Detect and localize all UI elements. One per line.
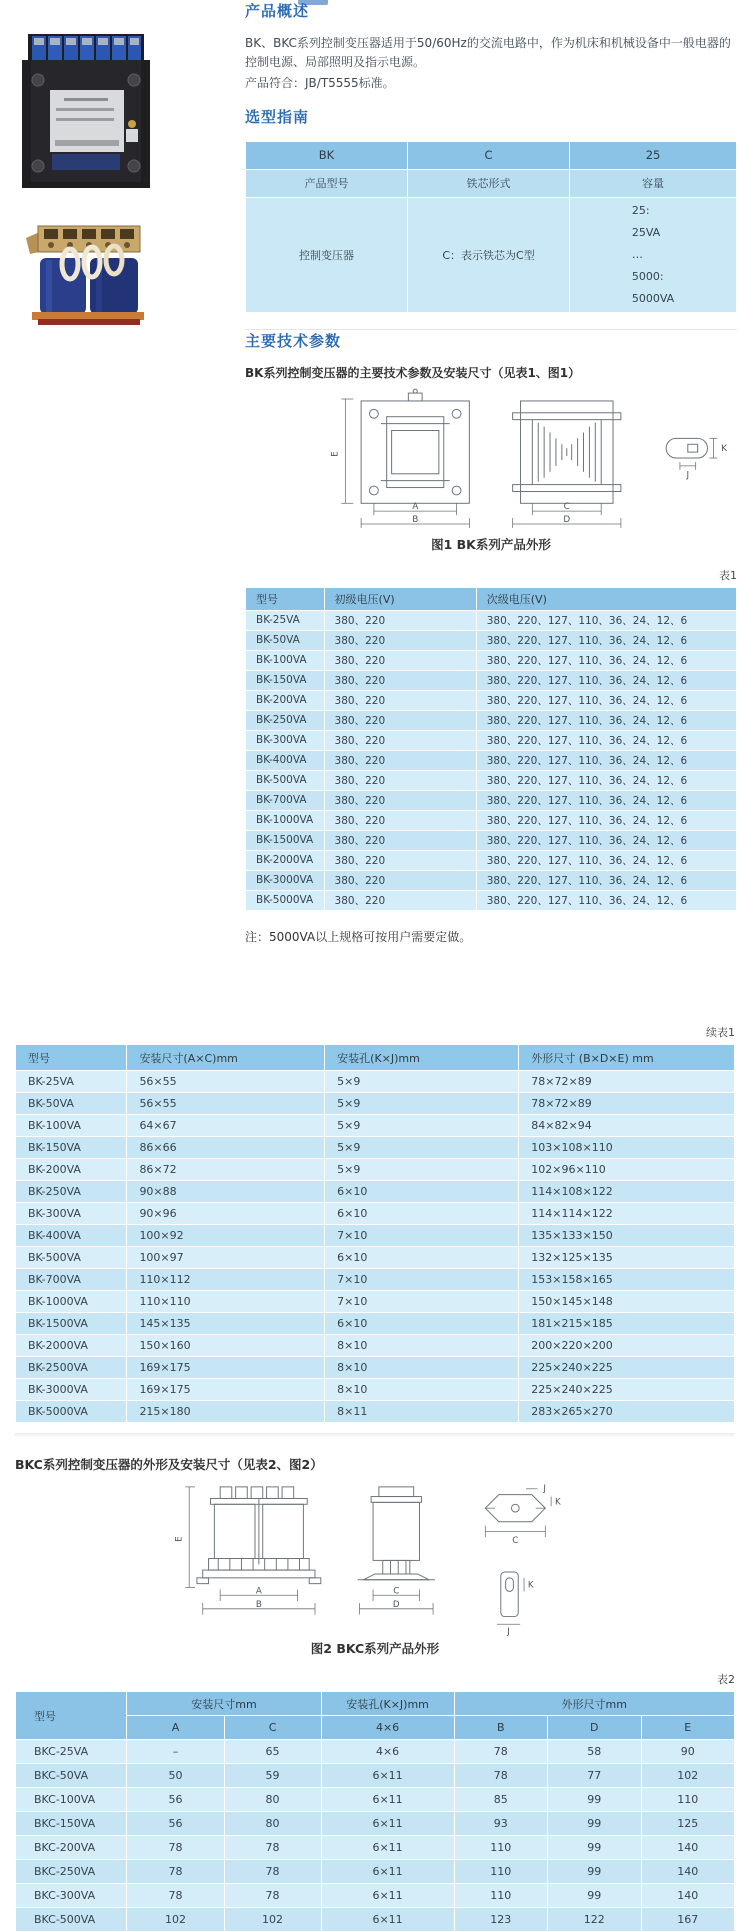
table2-cell: BKC-200VA (16, 1836, 127, 1860)
table1-cell: BK-2000VA (246, 850, 325, 870)
cont-table-cell: 225×240×225 (519, 1379, 735, 1401)
table1-row (246, 650, 737, 670)
table2-cell: 4×6 (321, 1740, 454, 1764)
table1-cell: 380、220 (324, 690, 476, 710)
selection-core-cell: C：表示铁芯为C型 (408, 197, 570, 312)
cont-table-cell: 6×10 (325, 1181, 519, 1203)
cont-table-cell: 215×180 (127, 1401, 325, 1423)
table2-cell: 78 (224, 1860, 321, 1884)
cont-table-cell: BK-50VA (16, 1093, 127, 1115)
svg-text:J: J (543, 1483, 546, 1494)
table1-cell: 380、220 (324, 730, 476, 750)
table1-cell: BK-50VA (246, 630, 325, 650)
cont-table-row (16, 1357, 735, 1379)
table2-bkc-dimensions (15, 1691, 735, 1932)
svg-text:D: D (563, 514, 571, 525)
table2-cell: 78 (454, 1740, 547, 1764)
cont-table-cell: 90×88 (127, 1181, 325, 1203)
table2-cell: 56 (127, 1812, 224, 1836)
cont-table-cell: BK-400VA (16, 1225, 127, 1247)
table2-cell: 122 (548, 1908, 641, 1932)
cont-table-row (16, 1071, 735, 1093)
cont-table-row (16, 1379, 735, 1401)
selection-model-cell: 控制变压器 (246, 197, 408, 312)
table2-cell: BKC-50VA (16, 1764, 127, 1788)
table1-row (246, 730, 737, 750)
capacity-line: … (631, 247, 643, 261)
table2-cell: 99 (548, 1836, 641, 1860)
figure2-drawing (165, 1483, 585, 1637)
table2-cell: 99 (548, 1884, 641, 1908)
cont-table-cell: 150×145×148 (519, 1291, 735, 1313)
table1-cell: 380、220 (324, 810, 476, 830)
cont-table-cell: 100×92 (127, 1225, 325, 1247)
table2-row (16, 1836, 735, 1860)
cont-table-row (16, 1137, 735, 1159)
cont-table-cell: 8×10 (325, 1379, 519, 1401)
table2-cell: 58 (548, 1740, 641, 1764)
table1-cell: 380、220、127、110、36、24、12、6 (476, 850, 736, 870)
selection-header-bk: BK (246, 141, 408, 169)
table2-subheader-a: A (127, 1716, 224, 1740)
table2-row (16, 1908, 735, 1932)
cont-table-cell: 6×10 (325, 1203, 519, 1225)
table1-cell: 380、220、127、110、36、24、12、6 (476, 770, 736, 790)
cont-table-row (16, 1291, 735, 1313)
table1-cell: BK-1000VA (246, 810, 325, 830)
cont-table-cell: 78×72×89 (519, 1093, 735, 1115)
table2-cell: BKC-100VA (16, 1788, 127, 1812)
table1-cell: 380、220、127、110、36、24、12、6 (476, 830, 736, 850)
cont-table-cell: 86×66 (127, 1137, 325, 1159)
table2-cell: 140 (641, 1836, 735, 1860)
table2-cell: BKC-150VA (16, 1812, 127, 1836)
table1-header-secondary: 次级电压(V) (476, 587, 736, 610)
table2-cell: 56 (127, 1788, 224, 1812)
capacity-line: 5000: (631, 269, 664, 283)
table2-cell: 99 (548, 1812, 641, 1836)
table2-cell: 59 (224, 1764, 321, 1788)
table2-cell: 167 (641, 1908, 735, 1932)
table1-cell: BK-25VA (246, 610, 325, 630)
cont-table-cell: BK-1500VA (16, 1313, 127, 1335)
cont-table-cell: 169×175 (127, 1357, 325, 1379)
table1-header-row (246, 587, 737, 610)
cont-table-cell: 6×10 (325, 1313, 519, 1335)
table2-row (16, 1884, 735, 1908)
svg-text:J: J (686, 470, 690, 481)
cont-table-cell: 110×112 (127, 1269, 325, 1291)
table2-cell: 140 (641, 1860, 735, 1884)
selection-capacity-cell (570, 197, 737, 312)
svg-text:J: J (507, 1626, 510, 1637)
cont-header-model: 型号 (16, 1045, 127, 1071)
overview-title: 产品概述 (245, 2, 310, 20)
table2-cell: 85 (454, 1788, 547, 1812)
cont-table-cell: 86×72 (127, 1159, 325, 1181)
cont-table-cell: BK-2000VA (16, 1335, 127, 1357)
table2-cell: 78 (127, 1884, 224, 1908)
cont-table-cell: BK-200VA (16, 1159, 127, 1181)
cont-table-cell: BK-250VA (16, 1181, 127, 1203)
table2-cell: 110 (454, 1884, 547, 1908)
table1-row (246, 790, 737, 810)
table1-cell: 380、220、127、110、36、24、12、6 (476, 810, 736, 830)
tech-params-title: 主要技术参数 (245, 331, 342, 350)
selection-subheader-model: 产品型号 (246, 169, 408, 197)
cont-table-cell: 5×9 (325, 1071, 519, 1093)
cont-table-row (16, 1313, 735, 1335)
table1-row (246, 890, 737, 910)
cont-table-cell: 56×55 (127, 1093, 325, 1115)
table1-cell: 380、220、127、110、36、24、12、6 (476, 710, 736, 730)
table2-cell: 110 (641, 1788, 735, 1812)
bk-transformer-photo (22, 28, 150, 190)
selection-header-c: C (408, 141, 570, 169)
table2-cell: 125 (641, 1812, 735, 1836)
table1-cell: BK-5000VA (246, 890, 325, 910)
cont-table-cell: 225×240×225 (519, 1357, 735, 1379)
table1-cell: BK-200VA (246, 690, 325, 710)
cont-table-cell: 103×108×110 (519, 1137, 735, 1159)
table2-cell: 80 (224, 1788, 321, 1812)
figure2-caption: 图2 BKC系列产品外形 (310, 1641, 440, 1656)
table1-cell: BK-700VA (246, 790, 325, 810)
cont-table-cell: 56×55 (127, 1071, 325, 1093)
table1-cell: 380、220、127、110、36、24、12、6 (476, 870, 736, 890)
table2-row (16, 1764, 735, 1788)
table1-cell: 380、220 (324, 870, 476, 890)
svg-text:K: K (555, 1497, 561, 1508)
selection-header-25: 25 (570, 141, 737, 169)
cont-table-cell: 100×97 (127, 1247, 325, 1269)
table1-cell: 380、220 (324, 850, 476, 870)
cont-table-header-row (16, 1045, 735, 1071)
table2-label: 表2 (717, 1673, 735, 1686)
table1-row (246, 670, 737, 690)
table1-cell: 380、220 (324, 710, 476, 730)
table2-cell: 6×11 (321, 1884, 454, 1908)
table2-cell: 102 (641, 1764, 735, 1788)
cont-header-hole: 安装孔(K×J)mm (325, 1045, 519, 1071)
table2-subheader-c: C (224, 1716, 321, 1740)
table1-voltage-table (245, 587, 737, 911)
svg-text:B: B (412, 514, 419, 525)
table2-cell: BKC-25VA (16, 1740, 127, 1764)
table1-cell: 380、220 (324, 790, 476, 810)
table2-cell: BKC-500VA (16, 1908, 127, 1932)
cont-table-cell: BK-2500VA (16, 1357, 127, 1379)
table2-cell: 65 (224, 1740, 321, 1764)
table2-cell: 102 (224, 1908, 321, 1932)
cont-table-cell: BK-3000VA (16, 1379, 127, 1401)
cont-table-cell: BK-25VA (16, 1071, 127, 1093)
table2-header-mount-group: 安装尺寸mm (127, 1692, 321, 1716)
cont-table-cell: 145×135 (127, 1313, 325, 1335)
table1-row (246, 830, 737, 850)
table1-cell: 380、220 (324, 630, 476, 650)
table2-cell: BKC-250VA (16, 1860, 127, 1884)
cont-table-cell: 5×9 (325, 1093, 519, 1115)
svg-text:E: E (330, 451, 341, 457)
table1-cell: 380、220、127、110、36、24、12、6 (476, 730, 736, 750)
capacity-line: 5000VA (631, 291, 675, 305)
cont-table-cell: 84×82×94 (519, 1115, 735, 1137)
soft-divider (15, 1433, 735, 1437)
bk-transformer-photo-art (22, 28, 150, 190)
overview-paragraph: BK、BKC系列控制变压器适用于50/60Hz的交流电路中，作为机床和机械设备中一般电器的控制电源、局部照明及指示电源。 (245, 36, 731, 70)
table2-cell: 80 (224, 1812, 321, 1836)
overview-standard-line: 产品符合：JB/T5555标准。 (245, 76, 395, 91)
table1-label: 表1 (719, 568, 737, 582)
table2-cell: 110 (454, 1836, 547, 1860)
table2-cell: – (127, 1740, 224, 1764)
table1-row (246, 770, 737, 790)
table1-cell: 380、220、127、110、36、24、12、6 (476, 670, 736, 690)
table1-cell: BK-100VA (246, 650, 325, 670)
bkc-transformer-photo (18, 224, 158, 326)
cont-table-cell: 7×10 (325, 1269, 519, 1291)
table1-row (246, 630, 737, 650)
selection-body-row (246, 197, 737, 312)
table2-subheader-e: E (641, 1716, 735, 1740)
bkc-transformer-photo-art (18, 224, 158, 326)
cont-table-cell: 7×10 (325, 1225, 519, 1247)
cont-table-row (16, 1203, 735, 1225)
cont-table-cell: 5×9 (325, 1115, 519, 1137)
figure1 (245, 391, 737, 553)
table2-cell: 140 (641, 1884, 735, 1908)
cont-header-mount: 安装尺寸(A×C)mm (127, 1045, 325, 1071)
table2-cell: 78 (127, 1860, 224, 1884)
table2-cell: BKC-300VA (16, 1884, 127, 1908)
cont-table-row (16, 1335, 735, 1357)
table1-row (246, 690, 737, 710)
table2-cell: 50 (127, 1764, 224, 1788)
table1-cell: 380、220、127、110、36、24、12、6 (476, 610, 736, 630)
cont-table-cell: 78×72×89 (519, 1071, 735, 1093)
selection-subheader-row (246, 169, 737, 197)
table1-cell: 380、220 (324, 830, 476, 850)
cont-table-cell: 283×265×270 (519, 1401, 735, 1423)
table1-cell: 380、220、127、110、36、24、12、6 (476, 630, 736, 650)
selection-subheader-core: 铁芯形式 (408, 169, 570, 197)
cont-table-cell: 110×110 (127, 1291, 325, 1313)
cont-table-cell: BK-700VA (16, 1269, 127, 1291)
table1-row (246, 750, 737, 770)
table1-cell: BK-150VA (246, 670, 325, 690)
cont-table-cell: BK-5000VA (16, 1401, 127, 1423)
svg-text:A: A (255, 1586, 262, 1597)
cont-table-row (16, 1247, 735, 1269)
table2-cell: 6×11 (321, 1788, 454, 1812)
cont-table-cell: 153×158×165 (519, 1269, 735, 1291)
capacity-lines (632, 200, 674, 310)
cont-table-cell: 6×10 (325, 1247, 519, 1269)
cont-table-cell: 5×9 (325, 1159, 519, 1181)
cont-table-cell: BK-500VA (16, 1247, 127, 1269)
table2-row (16, 1860, 735, 1884)
cont-table-cell: 8×10 (325, 1335, 519, 1357)
table2-cell: 6×11 (321, 1836, 454, 1860)
cont-table-dimensions (15, 1044, 735, 1423)
table1-cell: 380、220 (324, 890, 476, 910)
table2-cell: 123 (454, 1908, 547, 1932)
table1-header-primary: 初级电压(V) (324, 587, 476, 610)
table1-row (246, 610, 737, 630)
cont-table-cell: 135×133×150 (519, 1225, 735, 1247)
cont-table-cell: 181×215×185 (519, 1313, 735, 1335)
table1-cell: 380、220、127、110、36、24、12、6 (476, 790, 736, 810)
table2-row (16, 1740, 735, 1764)
cont-table-cell: BK-100VA (16, 1115, 127, 1137)
svg-text:K: K (721, 443, 728, 454)
cont-table-cell: 5×9 (325, 1137, 519, 1159)
cont-table-cell: 64×67 (127, 1115, 325, 1137)
svg-text:A: A (412, 501, 419, 512)
cont-table-cell: 114×108×122 (519, 1181, 735, 1203)
table1-row (246, 850, 737, 870)
cont-table-row (16, 1225, 735, 1247)
cont-table-row (16, 1159, 735, 1181)
cont-table-row (16, 1115, 735, 1137)
table2-cell: 102 (127, 1908, 224, 1932)
table2-cell: 90 (641, 1740, 735, 1764)
table1-note: 注：5000VA以上规格可按用户需要定做。 (245, 929, 472, 944)
cont-table-cell: 150×160 (127, 1335, 325, 1357)
table2-subheader-b: B (454, 1716, 547, 1740)
table1-cell: 380、220 (324, 610, 476, 630)
table2-header-hole-group: 安装孔(K×J)mm (321, 1692, 454, 1716)
svg-text:C: C (512, 1536, 519, 1546)
selection-subheader-capacity: 容量 (570, 169, 737, 197)
cont-table-cell: 200×220×200 (519, 1335, 735, 1357)
selection-header-row (246, 141, 737, 169)
table1-cell: BK-1500VA (246, 830, 325, 850)
svg-text:E: E (174, 1536, 185, 1542)
table1-header-model: 型号 (246, 587, 325, 610)
table1-cell: 380、220、127、110、36、24、12、6 (476, 750, 736, 770)
table2-subheader-hole: 4×6 (321, 1716, 454, 1740)
capacity-line: 25: (631, 203, 650, 217)
svg-text:D: D (392, 1599, 400, 1610)
selection-guide-table (245, 141, 737, 313)
svg-text:C: C (393, 1586, 400, 1597)
table2-cell: 78 (224, 1836, 321, 1860)
cont-table-cell: 8×11 (325, 1401, 519, 1423)
cont-table-row (16, 1093, 735, 1115)
table1-cell: 380、220 (324, 650, 476, 670)
table2-cell: 6×11 (321, 1812, 454, 1836)
content-column (245, 0, 737, 957)
cont-table-label: 续表1 (706, 1026, 735, 1039)
table2-cell: 78 (127, 1836, 224, 1860)
cont-table-row (16, 1269, 735, 1291)
table2-group-header-row (16, 1692, 735, 1716)
cont-table-cell: 169×175 (127, 1379, 325, 1401)
tech-intro: BK系列控制变压器的主要技术参数及安装尺寸（见表1、图1） (245, 365, 581, 380)
table2-cell: 6×11 (321, 1764, 454, 1788)
selection-guide-title: 选型指南 (245, 107, 310, 126)
table1-cell: BK-3000VA (246, 870, 325, 890)
cont-table-cell: 102×96×110 (519, 1159, 735, 1181)
table1-cell: 380、220 (324, 770, 476, 790)
cont-table-cell: 114×114×122 (519, 1203, 735, 1225)
figure2 (165, 1483, 585, 1657)
table1-row (246, 710, 737, 730)
table1-cell: 380、220、127、110、36、24、12、6 (476, 650, 736, 670)
table2-cell: 77 (548, 1764, 641, 1788)
cont-table-cell: 90×96 (127, 1203, 325, 1225)
cont-table-cell: 7×10 (325, 1291, 519, 1313)
cont-table-cell: BK-300VA (16, 1203, 127, 1225)
cont-table-cell: BK-1000VA (16, 1291, 127, 1313)
table1-cell: 380、220 (324, 750, 476, 770)
svg-text:K: K (527, 1580, 534, 1591)
table1-row (246, 810, 737, 830)
table2-subheader-d: D (548, 1716, 641, 1740)
cont-table-row (16, 1401, 735, 1423)
table2-cell: 78 (224, 1884, 321, 1908)
cont-table-cell: 132×125×135 (519, 1247, 735, 1269)
table1-cell: BK-300VA (246, 730, 325, 750)
table1-cell: BK-400VA (246, 750, 325, 770)
table1-cell: 380、220、127、110、36、24、12、6 (476, 690, 736, 710)
table2-row (16, 1812, 735, 1836)
cont-table-row (16, 1181, 735, 1203)
bkc-intro: BKC系列控制变压器的外形及安装尺寸（见表2、图2） (15, 1457, 323, 1472)
cont-table-cell: 8×10 (325, 1357, 519, 1379)
cont-header-dims: 外形尺寸 (B×D×E) mm (519, 1045, 735, 1071)
table1-cell: 380、220、127、110、36、24、12、6 (476, 890, 736, 910)
table2-cell: 99 (548, 1860, 641, 1884)
figure1-drawing (245, 391, 737, 529)
table2-cell: 78 (454, 1764, 547, 1788)
lower-section (0, 1010, 750, 1932)
svg-text:C: C (563, 501, 570, 512)
svg-text:B: B (255, 1599, 262, 1610)
cont-table-cell: BK-150VA (16, 1137, 127, 1159)
table2-header-dims-group: 外形尺寸mm (454, 1692, 734, 1716)
table1-cell: BK-500VA (246, 770, 325, 790)
table2-cell: 6×11 (321, 1908, 454, 1932)
table2-cell: 93 (454, 1812, 547, 1836)
figure1-caption: 图1 BK系列产品外形 (431, 536, 551, 552)
table2-row (16, 1788, 735, 1812)
table1-cell: 380、220 (324, 670, 476, 690)
table2-cell: 6×11 (321, 1860, 454, 1884)
table2-cell: 99 (548, 1788, 641, 1812)
table2-cell: 110 (454, 1860, 547, 1884)
table2-header-model: 型号 (16, 1692, 127, 1740)
capacity-line: 25VA (631, 225, 661, 239)
table1-row (246, 870, 737, 890)
table1-cell: BK-250VA (246, 710, 325, 730)
